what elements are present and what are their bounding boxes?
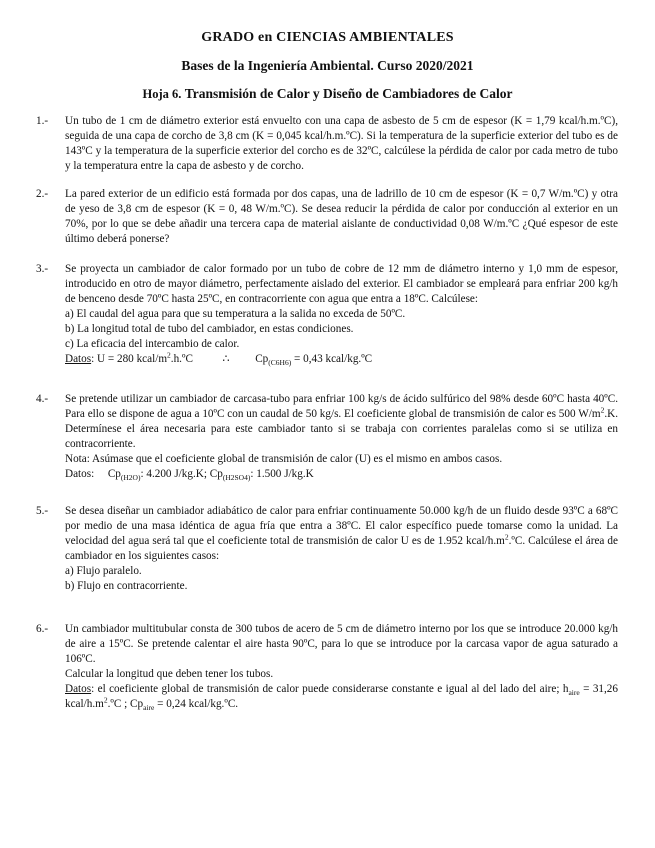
course-title: Bases de la Ingeniería Ambiental. Curso 2020/2021: [181, 58, 474, 73]
list-item: b) Flujo en contracorriente.: [65, 580, 188, 592]
problem-number: 4.-: [36, 393, 49, 405]
list-item: c) La eficacia del intercambio de calor.: [65, 338, 240, 350]
cp1: Cp: [107, 468, 121, 480]
degree-title: GRADO en CIENCIAS AMBIENTALES: [201, 30, 454, 45]
data-c: .ºC ; Cp: [107, 698, 144, 710]
data-label: Datos: [65, 683, 92, 695]
problem-data: [65, 467, 618, 482]
cp1-val: : 4.200 J/kg.K;: [140, 468, 207, 480]
problem-text-tail: .K. Determínese el área necesaria para este cambiador tanto si se trabaja con corrientes paralelas como si se utiliza en contracorriente.: [65, 408, 618, 450]
list-item: a) Flujo paralelo.: [65, 565, 142, 577]
problem-text-main: Se pretende utilizar un cambiador de carcasa-tubo para enfriar 100 kg/s de ácido sulfúrico del 98% desde 60ºC hasta 40ºC. Para ello se dispone de agua a 10ºC con un caudal de 50 kg/s. El coeficiente global de transmisión de calor es 500 W/m: [65, 393, 618, 420]
problem-text-main: Se desea diseñar un cambiador adiabático de calor para enfriar continuamente 50.000 kg/h de un fluido desde 93ºC a 68ºC por medio de una masa idéntica de agua fría que entra a 38ºC. El calor específico puede tomarse como la unidad. La velocidad del agua será tal que el coeficiente total de transmisión de calor U es de 1.952 kcal/h.m: [65, 505, 618, 547]
text-sup: 2: [504, 532, 509, 542]
data-a-sub: aire: [568, 688, 580, 698]
problem-text: Un tubo de 1 cm de diámetro exterior está envuelto con una capa de asbesto de 5 cm de espesor (K = 1,79 kcal/h.m.ºC), seguida de una capa de corcho de 3,8 cm (K = 0,045 kcal/h.m.ºC). Si la temperatura de la superficie exterior del tubo es de 143ºC y la temperatura de la superficie exterior del corcho es de 32ºC, calcúlese la pérdida de calor por cada metro de tubo y la temperatura entre la capa de asbesto y de corcho.: [65, 115, 618, 172]
cp2-val: : 1.500 J/kg.K: [250, 468, 314, 480]
list-item: b) La longitud total de tubo del cambiador, en estas condiciones.: [65, 323, 354, 335]
problem-number: 1.-: [36, 115, 49, 127]
data-a: : el coeficiente global de transmisión de calor puede considerarse constante e igual al del lado del aire; h: [91, 683, 569, 695]
text-sup: 2: [600, 405, 605, 415]
problem-text: Se proyecta un cambiador de calor formado por un tubo de cobre de 12 mm de diámetro interno y 1,0 mm de espesor, introducido en otro de mayor diámetro, perfectamente aislado del exterior. El cambiador se empleará para enfriar 200 kg/h de benceno desde 70ºC hasta 25ºC, en contracorriente con agua que entra a 18ºC. Calcúlese:: [65, 263, 618, 305]
data-label: Datos:: [65, 468, 95, 480]
problem-text-tail: .ºC. Calcúlese el área de cambiador en los siguientes casos:: [65, 535, 618, 562]
problem-question: Calcular la longitud que deben tener los tubos.: [65, 668, 274, 680]
cp2-sub: (H2SO4): [222, 473, 251, 483]
problem-number: 2.-: [36, 188, 49, 200]
problem-text: [65, 504, 618, 564]
problem-data: [65, 682, 618, 712]
data-u-tail: .h.ºC: [170, 353, 193, 365]
cp1-sub: (H2O): [120, 473, 141, 483]
sheet-title: [0, 86, 655, 102]
problem-number: 3.-: [36, 263, 49, 275]
problem-items: [65, 307, 618, 352]
sheet-subject: Transmisión de Calor y Diseño de Cambiadores de Calor: [184, 86, 513, 101]
problem-data: [65, 352, 618, 367]
list-item: a) El caudal del agua para que su temperatura a la salida no exceda de 50ºC.: [65, 308, 406, 320]
sheet-label: Hoja 6.: [142, 87, 182, 101]
therefore-symbol: ∴: [222, 353, 230, 365]
problem-note: Nota: Asúmase que el coeficiente global de transmisión de calor (U) es el mismo en ambos casos.: [65, 453, 503, 465]
data-u-sup: 2: [167, 350, 171, 360]
problem-text: Un cambiador multitubular consta de 300 tubos de acero de 5 cm de diámetro interno por los que se introduce 20.000 kg/h de aire a 15ºC. Se pretende calentar el aire hasta 90ºC, para lo que se introduce por la carcasa vapor de agua saturado a 106ºC.: [65, 623, 618, 665]
data-cp-sub: (C6H6): [268, 358, 292, 368]
data-u: : U = 280 kcal/m: [91, 353, 168, 365]
data-b: = 31,26 kcal/h.m: [65, 683, 618, 710]
data-cp-tail: = 0,43 kcal/kg.ºC: [291, 353, 373, 365]
data-label: Datos: [65, 353, 92, 365]
data-c-sub: aire: [143, 703, 155, 713]
cp2: Cp: [209, 468, 223, 480]
data-b-sup: 2: [103, 695, 108, 705]
problem-number: 6.-: [36, 623, 49, 635]
problem-text: [65, 392, 618, 452]
data-d: = 0,24 kcal/kg.ºC.: [154, 698, 239, 710]
problem-number: 5.-: [36, 505, 49, 517]
data-cp: Cp: [255, 353, 269, 365]
problem-text: La pared exterior de un edificio está formada por dos capas, una de ladrillo de 10 cm de espesor (K = 0,7 W/m.ºC) y otra de yeso de 3,8 cm de espesor (K = 0, 48 W/m.ºC). Se desea reducir la pérdida de calor por conducción al exterior en un 70%, por lo que se debe añadir una tercera capa de material aislante de conductividad 0,08 W/m.ºC ¿Qué espesor de este último deberá ponerse?: [65, 188, 618, 245]
problem-items: [65, 564, 618, 594]
